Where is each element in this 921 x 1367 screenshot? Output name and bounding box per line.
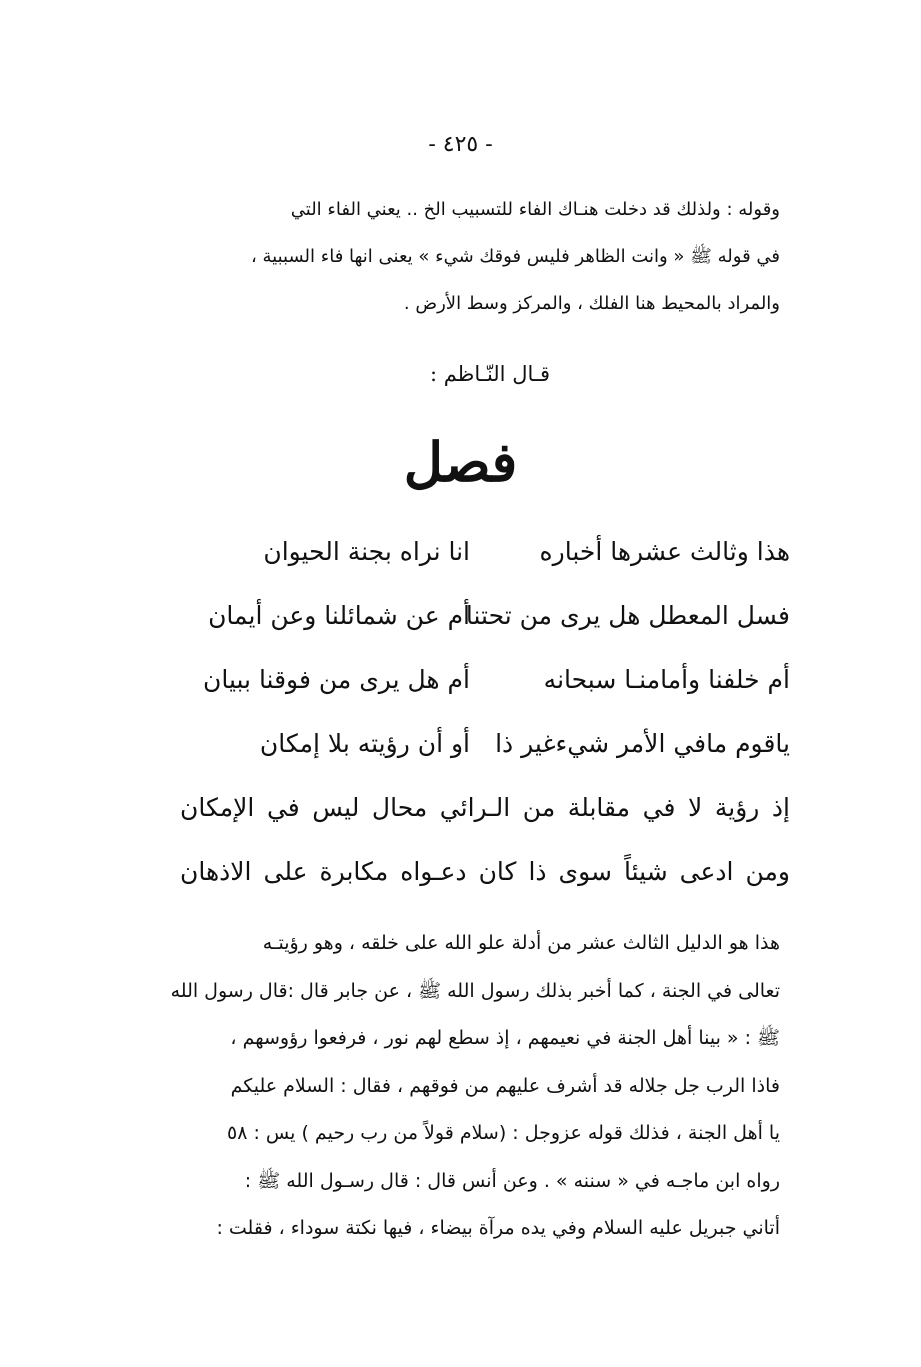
explanation-line: أتاني جبريل عليه السلام وفي يده مرآة بيضاء ، فيها نكتة سوداء ، فقلت : [216, 1217, 780, 1239]
explanation-line: فاذا الرب جل جلاله قد أشرف عليهم من فوقهم ، فقال : السلام عليكم [230, 1074, 780, 1097]
explanation-line: هذا هو الدليل الثالث عشر من أدلة علو الله على خلقه ، وهو رؤيتـه [262, 932, 780, 954]
commentary-line: والمراد بالمحيط هنا الفلك ، والمركز وسط الأرض . [403, 293, 780, 314]
explanation-line: ﷺ : « بينا أهل الجنة في نعيمهم ، إذ سطع لهم نور ، فرفعوا رؤوسهم ، [230, 1027, 780, 1049]
verse-full-line: إذ رؤية لا في مقابلة من الـرائي محال ليس في الإمكان [180, 793, 790, 822]
verse-line [180, 840, 790, 904]
poem-verses [180, 520, 790, 904]
verse-second-hemistich: انا نراه بجنة الحيوان [263, 537, 470, 566]
verse-second-hemistich: أم هل يرى من فوقنا ببيان [202, 665, 470, 694]
verse-first-hemistich: ياقوم مافي الأمر شيءغير ذا [495, 729, 790, 758]
section-title: فصل [403, 430, 518, 494]
explanation-line: يا أهل الجنة ، فذلك قوله عزوجل : (سلام قولاً من رب رحيم ) يس : ٥٨ [227, 1122, 780, 1144]
explanation-paragraph [160, 920, 780, 1253]
verse-line [180, 648, 790, 712]
commentary-paragraph [160, 186, 780, 327]
verse-first-hemistich: هذا وثالث عشرها أخباره [539, 537, 790, 566]
explanation-line: رواه ابن ماجـه في « سننه » . وعن أنس قال : قال رسـول الله ﷺ : [244, 1169, 780, 1192]
poet-intro: قـال النّـاظم : [429, 362, 551, 386]
verse-second-hemistich: أم عن شمائلنا وعن أيمان [208, 601, 470, 630]
explanation-line: تعالى في الجنة ، كما أخبر بذلك رسول الله ﷺ ، عن جابر قال :قال رسول الله [170, 979, 780, 1002]
verse-line [180, 712, 790, 776]
verse-first-hemistich: أم خلفنا وأمامنـا سبحانه [543, 665, 790, 694]
verse-line [180, 776, 790, 840]
verse-line [180, 584, 790, 648]
verse-full-line: ومن ادعى شيئاً سوى ذا كان دعـواه مكابرة على الاذهان [180, 857, 790, 886]
commentary-line: وقوله : ولذلك قد دخلت هنـاك الفاء للتسبيب الخ .. يعني الفاء التي [290, 199, 780, 220]
page-number: - ٤٢٥ - [428, 132, 493, 157]
commentary-line: في قوله ﷺ « وانت الظاهر فليس فوقك شيء » يعنى انها فاء السببية ، [251, 246, 780, 267]
verse-second-hemistich: أو أن رؤيته بلا إمكان [259, 729, 470, 758]
verse-first-hemistich: فسل المعطل هل يرى من تحتنا [465, 601, 790, 630]
verse-line [180, 520, 790, 584]
